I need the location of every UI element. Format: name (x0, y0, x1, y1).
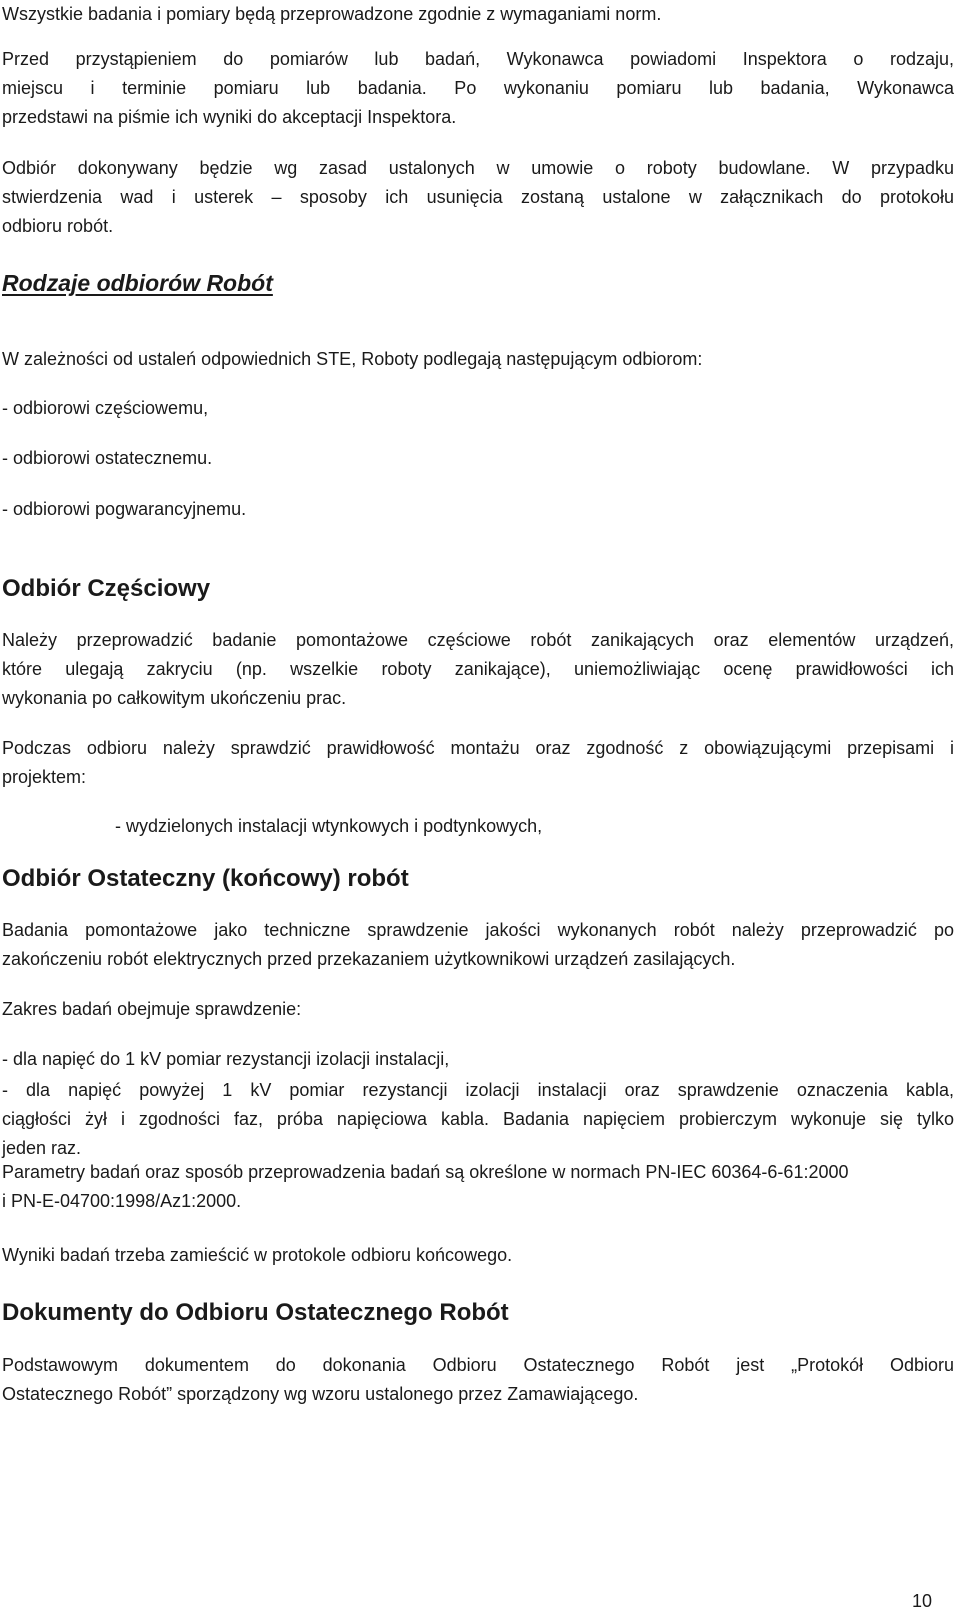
text-line: - dla napięć powyżej 1 kV pomiar rezystancji izolacji instalacji oraz sprawdzenie oznaczenia kabla, (2, 1080, 954, 1100)
text-line: ciągłości żył i zgodności faz, próba napięciowa kabla. Badania napięciem probierczym wykonuje się tylko (2, 1109, 954, 1129)
text-line: które ulegają zakryciu (np. wszelkie roboty zanikające), uniemożliwiając ocenę prawidłowości ich (2, 659, 954, 679)
text-line: Zakres badań obejmuje sprawdzenie: (2, 999, 302, 1019)
dokumenty-paragraph (2, 1351, 954, 1409)
text-line: wykonania po całkowitym ukończeniu prac. (2, 688, 347, 708)
text-line: Wyniki badań trzeba zamieścić w protokole odbioru końcowego. (2, 1245, 513, 1265)
text-line: przedstawi na piśmie ich wyniki do akceptacji Inspektora. (2, 107, 457, 127)
text-line: jeden raz. (2, 1138, 82, 1158)
text-line: Należy przeprowadzić badanie pomontażowe częściowe robót zanikających oraz elementów urządzeń, (2, 630, 954, 650)
czesciowy-paragraph-2 (2, 734, 954, 792)
zakres-badan (2, 995, 954, 1024)
heading-odbior-czesciowy: Odbiór Częściowy (2, 575, 211, 602)
list-item: - odbiorowi pogwarancyjnemu. (2, 499, 247, 519)
text-line: odbioru robót. (2, 216, 114, 236)
text-line: projektem: (2, 767, 87, 787)
wyniki-badan (2, 1241, 954, 1270)
list-item (2, 1076, 954, 1163)
heading-rodzaje-odbiorow: Rodzaje odbiorów Robót (2, 270, 273, 296)
intro-paragraph-notification (2, 45, 954, 132)
text-line: Parametry badań oraz sposób przeprowadzenia badań są określone w normach PN-IEC 60364-6-61:2000 (2, 1162, 849, 1182)
text-line: i PN-E-04700:1998/Az1:2000. (2, 1191, 242, 1211)
text-line: W zależności od ustaleń odpowiednich STE, Roboty podlegają następującym odbiorom: (2, 349, 703, 369)
list-item: - odbiorowi ostatecznemu. (2, 448, 213, 468)
parametry-badan (2, 1158, 954, 1216)
text-line: Odbiór dokonywany będzie wg zasad ustalonych w umowie o roboty budowlane. W przypadku (2, 158, 954, 178)
text-line: Przed przystąpieniem do pomiarów lub badań, Wykonawca powiadomi Inspektora o rodzaju, (2, 49, 954, 69)
list-item: - wydzielonych instalacji wtynkowych i podtynkowych, (115, 816, 543, 836)
heading-odbior-ostateczny: Odbiór Ostateczny (końcowy) robót (2, 865, 409, 892)
heading-dokumenty: Dokumenty do Odbioru Ostatecznego Robót (2, 1299, 509, 1326)
text-line: stwierdzenia wad i usterek – sposoby ich usunięcia zostaną ustalone w załącznikach do protokołu (2, 187, 954, 207)
list-item: - dla napięć do 1 kV pomiar rezystancji izolacji instalacji, (2, 1049, 450, 1069)
text-line: Podstawowym dokumentem do dokonania Odbioru Ostatecznego Robót jest „Protokół Odbioru (2, 1355, 954, 1375)
intro-paragraph-acceptance (2, 154, 954, 241)
rodzaje-intro (2, 345, 954, 374)
intro-paragraph-norms (2, 0, 954, 29)
text-line: Ostatecznego Robót” sporządzony wg wzoru ustalonego przez Zamawiającego. (2, 1384, 639, 1404)
text-line: Wszystkie badania i pomiary będą przeprowadzone zgodnie z wymaganiami norm. (2, 4, 662, 24)
text-line: Podczas odbioru należy sprawdzić prawidłowość montażu oraz zgodność z obowiązującymi przepisami i (2, 738, 954, 758)
czesciowy-paragraph-1 (2, 626, 954, 713)
list-item: - odbiorowi częściowemu, (2, 398, 209, 418)
page-number: 10 (911, 1591, 932, 1611)
text-line: miejscu i terminie pomiaru lub badania. Po wykonaniu pomiaru lub badania, Wykonawca (2, 78, 954, 98)
text-line: zakończeniu robót elektrycznych przed przekazaniem użytkownikowi urządzeń zasilających. (2, 949, 736, 969)
text-line: Badania pomontażowe jako techniczne sprawdzenie jakości wykonanych robót należy przeprowadzić po (2, 920, 954, 940)
ostateczny-paragraph-1 (2, 916, 954, 974)
